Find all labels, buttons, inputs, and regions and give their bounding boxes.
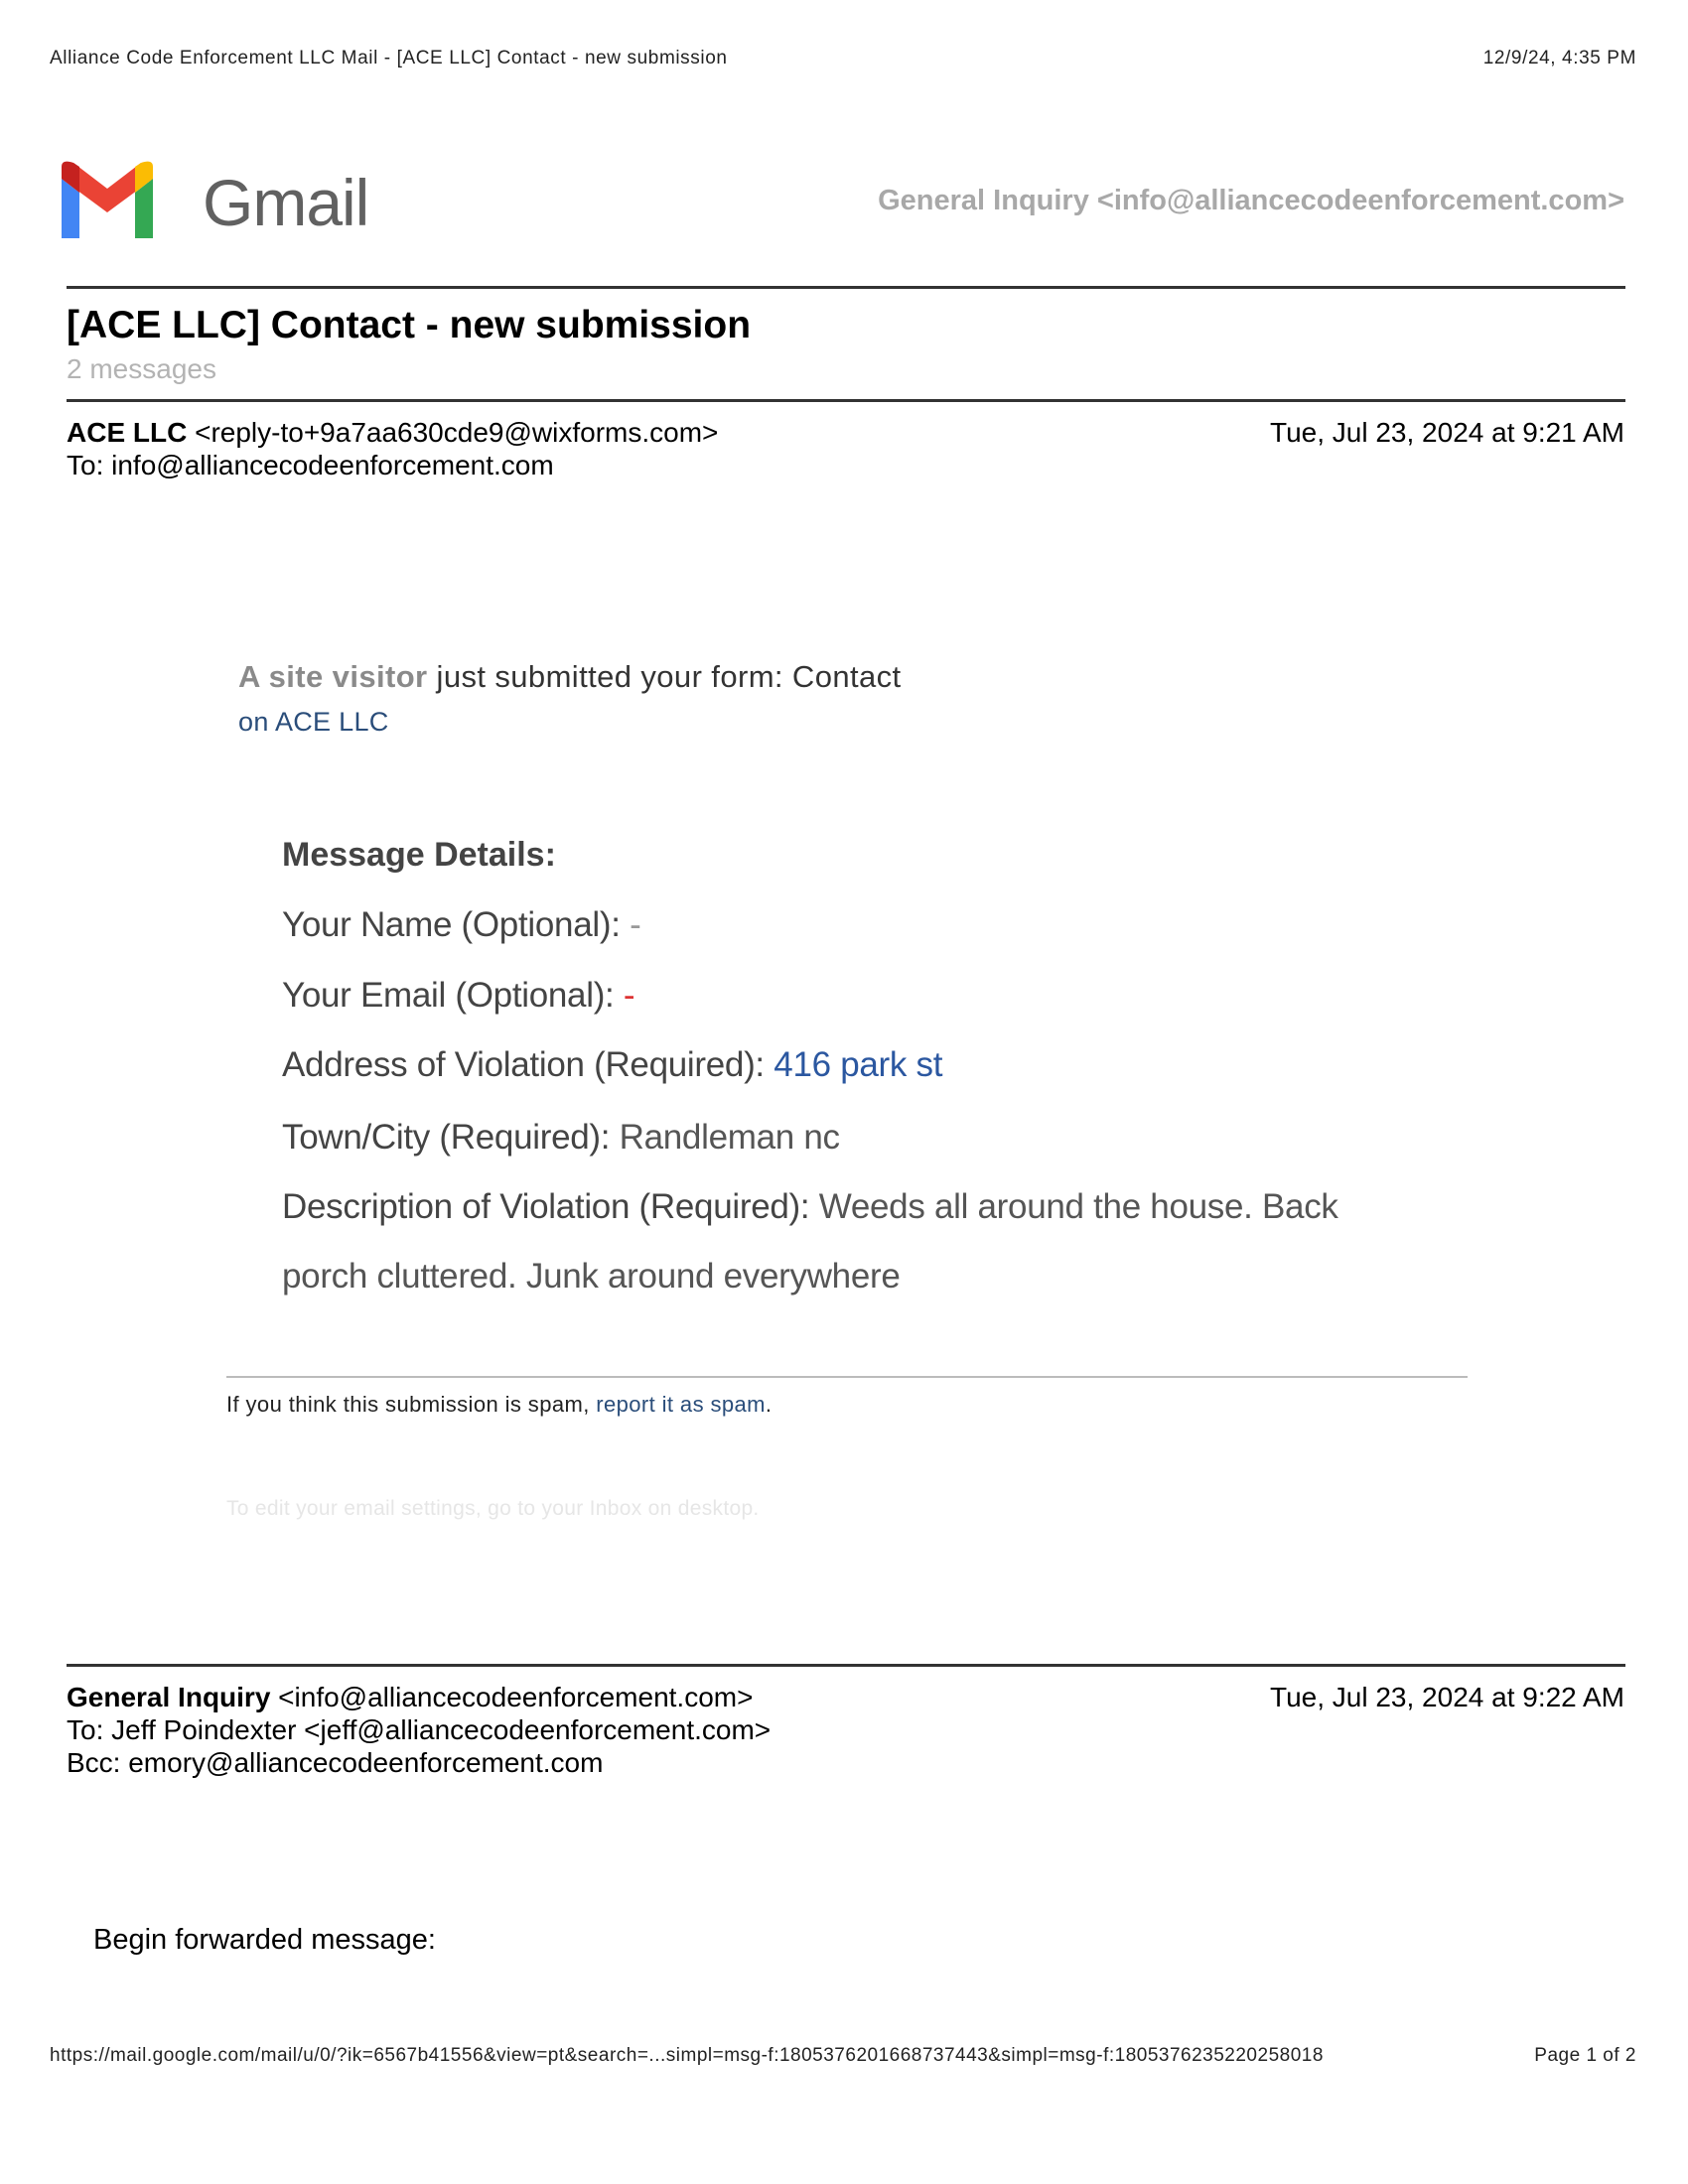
field-value: Randleman nc bbox=[619, 1118, 840, 1157]
spam-notice bbox=[226, 1392, 772, 1418]
forwarded-message-intro: Begin forwarded message: bbox=[93, 1924, 436, 1956]
field-description bbox=[282, 1187, 1338, 1227]
field-description-continued bbox=[282, 1257, 901, 1297]
sender-name: ACE LLC bbox=[67, 417, 188, 448]
print-datetime: 12/9/24, 4:35 PM bbox=[1482, 48, 1636, 68]
site-visitor-label: A site visitor bbox=[238, 659, 428, 694]
field-value: - bbox=[623, 976, 635, 1015]
sender-name: General Inquiry bbox=[67, 1682, 271, 1712]
message2-to: To: Jeff Poindexter <jeff@alliancecodeenforcement.com> bbox=[67, 1714, 772, 1745]
spam-text: If you think this submission is spam, bbox=[226, 1392, 597, 1417]
field-value: Weeds all around the house. Back bbox=[818, 1187, 1338, 1226]
sender-address: <info@alliancecodeenforcement.com> bbox=[270, 1682, 754, 1712]
message1-from bbox=[67, 417, 718, 449]
print-url: https://mail.google.com/mail/u/0/?ik=6567b41556&view=pt&search=...simpl=msg-f:1805376201668737443&simpl=msg-f:1805376235220258018 bbox=[50, 2045, 1324, 2066]
field-value: porch cluttered. Junk around everywhere bbox=[282, 1257, 901, 1296]
field-label: Town/City (Required): bbox=[282, 1118, 620, 1157]
spam-end: . bbox=[765, 1392, 773, 1417]
message1-to: To: info@alliancecodeenforcement.com bbox=[67, 450, 554, 480]
report-spam-link[interactable]: report it as spam bbox=[596, 1392, 766, 1417]
submission-text: just submitted your form: Contact bbox=[427, 659, 902, 694]
gmail-m-icon bbox=[56, 157, 159, 244]
field-your-email bbox=[282, 976, 634, 1016]
print-page-title: Alliance Code Enforcement LLC Mail - [ACE LLC] Contact - new submission bbox=[50, 48, 728, 68]
field-label: Your Email (Optional): bbox=[282, 976, 624, 1015]
separator bbox=[226, 1376, 1468, 1378]
sender-address: <reply-to+9a7aa630cde9@wixforms.com> bbox=[187, 417, 719, 448]
site-link[interactable]: on ACE LLC bbox=[238, 707, 389, 737]
field-label: Address of Violation (Required): bbox=[282, 1045, 774, 1084]
message2-date: Tue, Jul 23, 2024 at 9:22 AM bbox=[1270, 1682, 1624, 1712]
field-your-name bbox=[282, 905, 640, 945]
page-number: Page 1 of 2 bbox=[1534, 2045, 1636, 2066]
account-address: General Inquiry <info@alliancecodeenforcement.com> bbox=[878, 185, 1624, 216]
message1-date: Tue, Jul 23, 2024 at 9:21 AM bbox=[1270, 417, 1624, 448]
submission-notice bbox=[238, 659, 902, 695]
message2-from bbox=[67, 1682, 753, 1713]
gmail-wordmark: Gmail bbox=[203, 166, 369, 239]
message-count: 2 messages bbox=[67, 353, 216, 384]
thread-subject: [ACE LLC] Contact - new submission bbox=[67, 304, 752, 346]
field-label: Description of Violation (Required): bbox=[282, 1187, 819, 1226]
address-link[interactable]: 416 park st bbox=[774, 1045, 943, 1084]
field-label: Your Name (Optional): bbox=[282, 905, 631, 944]
message-details-heading: Message Details: bbox=[282, 836, 556, 874]
gmail-logo bbox=[56, 157, 373, 248]
divider bbox=[67, 399, 1625, 402]
field-town-city bbox=[282, 1118, 840, 1158]
divider bbox=[67, 286, 1625, 289]
email-settings-note: To edit your email settings, go to your Inbox on desktop. bbox=[226, 1497, 760, 1520]
divider bbox=[67, 1664, 1625, 1667]
field-address bbox=[282, 1045, 942, 1085]
message2-bcc: Bcc: emory@alliancecodeenforcement.com bbox=[67, 1747, 604, 1778]
field-value: - bbox=[630, 905, 641, 944]
